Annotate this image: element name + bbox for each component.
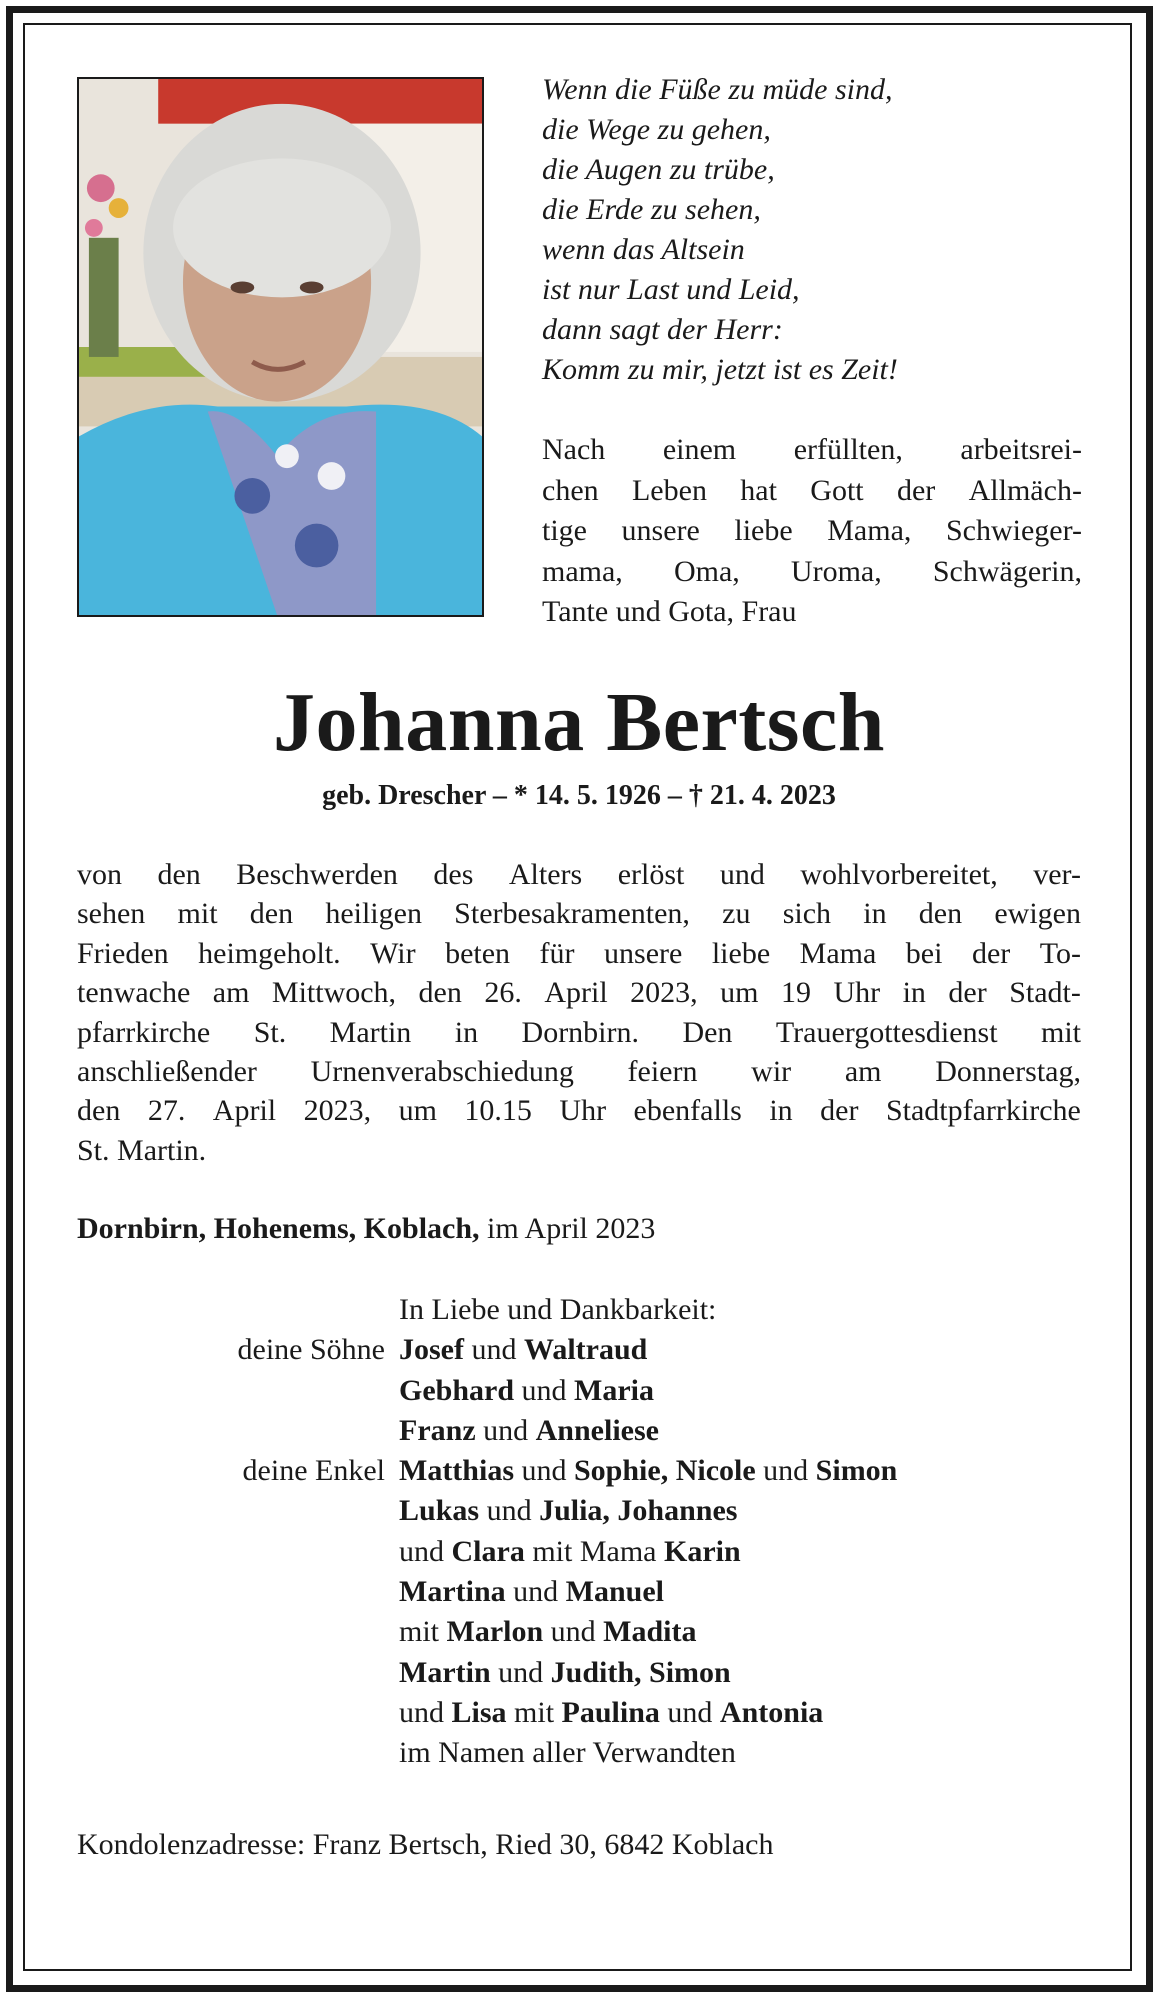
intro-text	[542, 430, 1082, 633]
word: arbeitsrei-	[960, 433, 1082, 466]
word: 27.	[147, 1094, 186, 1128]
word: Martin	[329, 1015, 412, 1049]
portrait-photo	[77, 77, 484, 617]
family-label	[77, 1572, 399, 1612]
paragraph-line	[77, 894, 1081, 933]
word: 26.	[484, 976, 522, 1010]
paragraph-line	[77, 973, 1081, 1012]
word: anschließender	[77, 1055, 257, 1089]
word: wir	[751, 1055, 792, 1089]
word: unsere	[621, 514, 700, 548]
word: sehen	[77, 897, 146, 931]
word: Dornbirn.	[521, 1015, 640, 1049]
intro-line: Tante und Gota, Frau	[542, 595, 797, 629]
connector-text: mit	[399, 1615, 447, 1649]
connector-text: mit Mama	[524, 1534, 664, 1568]
family-name: Martin	[399, 1655, 491, 1689]
family-label	[77, 1532, 399, 1572]
paragraph-line	[77, 1013, 1081, 1052]
word: chen	[542, 473, 599, 507]
connector-text: und	[399, 1695, 452, 1729]
family-line	[399, 1572, 1081, 1612]
family-heading-row	[77, 1290, 1081, 1330]
word: Nach	[542, 433, 606, 466]
family-row	[77, 1491, 1081, 1531]
poem	[542, 70, 1082, 390]
grandchildren-label: deine Enkel	[242, 1454, 385, 1488]
connector-text: und	[490, 1655, 551, 1689]
word: mama,	[542, 554, 623, 588]
intro-line	[542, 511, 1082, 552]
poem-line: ist nur Last und Leid,	[542, 273, 800, 306]
word: der	[896, 473, 936, 507]
connector-text: und	[505, 1575, 566, 1609]
word: mit	[177, 897, 218, 931]
word: Stadt-	[1009, 976, 1081, 1010]
family-row	[77, 1371, 1081, 1411]
family-name: Franz	[399, 1413, 476, 1447]
word: Leben	[631, 473, 707, 507]
family-name: Anneliese	[535, 1413, 659, 1447]
family-label	[77, 1693, 399, 1733]
word: Sterbesakramenten,	[454, 897, 690, 931]
word: Allmäch-	[968, 473, 1082, 507]
family-name: Antonia	[719, 1695, 824, 1729]
family-row	[77, 1612, 1081, 1652]
connector-text: und	[659, 1695, 720, 1729]
paragraph-line	[77, 1091, 1081, 1130]
place-date: im April 2023	[479, 1212, 656, 1245]
word: Mittwoch,	[271, 976, 397, 1010]
poem-line: Wenn die Füße zu müde sind,	[542, 73, 893, 106]
word: unsere	[604, 936, 683, 970]
place-and-date	[77, 1209, 1081, 1249]
word: der	[820, 1094, 859, 1128]
family-name: Sophie, Nicole	[574, 1454, 756, 1488]
paragraph-line	[77, 855, 1081, 894]
connector-text: und	[514, 1454, 574, 1488]
family-row	[77, 1653, 1081, 1693]
family-name: Gebhard	[399, 1373, 515, 1407]
connector-text: und	[475, 1413, 536, 1447]
poem-line: wenn das Altsein	[542, 233, 745, 266]
family-line	[399, 1371, 1081, 1411]
family-line	[399, 1612, 1081, 1652]
intro-line	[542, 552, 1082, 593]
family-line	[399, 1733, 1081, 1773]
word: To-	[1039, 936, 1081, 970]
word: Schwägerin,	[932, 554, 1082, 588]
poem-line: die Wege zu gehen,	[542, 113, 771, 146]
word: Donnerstag,	[935, 1055, 1081, 1089]
poem-line: die Erde zu sehen,	[542, 193, 761, 226]
word: des	[433, 858, 474, 891]
connector-text: und	[463, 1333, 524, 1367]
word: feiern	[627, 1055, 698, 1089]
deceased-name: Johanna Bertsch	[273, 676, 885, 769]
place-names: Dornbirn, Hohenems, Koblach,	[77, 1212, 480, 1245]
word: Uhr	[559, 1094, 607, 1128]
family-row	[77, 1733, 1081, 1773]
condolence-address: Kondolenzadresse: Franz Bertsch, Ried 30, 6842 Koblach	[77, 1828, 774, 1861]
word: Urnenverabschiedung	[310, 1055, 574, 1089]
family-line	[399, 1693, 1081, 1733]
word: wohlvorbereitet,	[800, 858, 998, 891]
word: Mama,	[827, 514, 912, 548]
word: heiligen	[325, 897, 422, 931]
family-name: Maria	[574, 1373, 654, 1407]
word: Den	[682, 1015, 733, 1049]
family-line	[399, 1491, 1081, 1531]
word: ver-	[1033, 858, 1081, 891]
connector-text: und	[514, 1373, 575, 1407]
family-name: Judith, Simon	[550, 1655, 731, 1689]
family-name: Paulina	[561, 1695, 660, 1729]
word: um	[398, 1094, 437, 1128]
word: Beschwerden	[236, 858, 398, 891]
birth-death-dates: geb. Drescher – * 14. 5. 1926 – † 21. 4. 2023	[322, 780, 836, 811]
word: 2023,	[303, 1094, 372, 1128]
word: April	[212, 1094, 277, 1128]
word: der	[971, 936, 1011, 970]
word: zu	[722, 897, 751, 931]
family-row	[77, 1330, 1081, 1370]
family-label	[77, 1653, 399, 1693]
family-name: Josef	[399, 1333, 464, 1367]
word: in	[902, 976, 926, 1010]
connector-text: und	[479, 1494, 540, 1528]
sons-label: deine Söhne	[237, 1333, 385, 1367]
word: liebe	[734, 514, 793, 548]
word: 19	[780, 976, 811, 1010]
word: tenwache	[77, 976, 191, 1010]
word: April	[544, 976, 608, 1010]
word: Alters	[508, 858, 583, 891]
word: Uhr	[833, 976, 881, 1010]
paragraph-line	[77, 1052, 1081, 1091]
word: am	[844, 1055, 882, 1089]
word: erfüllten,	[793, 433, 903, 466]
word: am	[212, 976, 250, 1010]
family-list	[77, 1290, 1081, 1774]
word: heimgeholt.	[198, 936, 341, 970]
word: den	[157, 858, 201, 891]
word: beten	[445, 936, 511, 970]
family-label	[77, 1491, 399, 1531]
family-label	[77, 1733, 399, 1773]
word: Uroma,	[790, 554, 882, 588]
word: in	[769, 1094, 793, 1128]
word: den	[418, 976, 462, 1010]
word: von	[77, 858, 122, 891]
family-row	[77, 1532, 1081, 1572]
family-line	[399, 1411, 1081, 1451]
poem-line: Komm zu mir, jetzt ist es Zeit!	[542, 353, 898, 386]
family-name: Marlon	[446, 1615, 544, 1649]
family-name: Waltraud	[523, 1333, 648, 1367]
paragraph-line: St. Martin.	[77, 1133, 207, 1167]
family-name: Simon	[815, 1454, 898, 1488]
connector-text: im Namen aller Verwandten	[399, 1736, 736, 1770]
word: St.	[253, 1015, 287, 1049]
word: mit	[1040, 1015, 1081, 1049]
word: Frieden	[77, 936, 169, 970]
word: den	[918, 897, 963, 931]
connector-text: und	[399, 1534, 452, 1568]
family-name: Julia, Johannes	[539, 1494, 738, 1528]
family-row	[77, 1693, 1081, 1733]
family-row	[77, 1572, 1081, 1612]
word: bei	[905, 936, 943, 970]
family-line	[399, 1451, 1081, 1491]
family-row	[77, 1451, 1081, 1491]
family-label	[77, 1371, 399, 1411]
word: liebe	[711, 936, 771, 970]
word: sich	[782, 897, 832, 931]
intro-line	[542, 430, 1082, 471]
word: Oma,	[673, 554, 740, 588]
family-row	[77, 1411, 1081, 1451]
word: 2023,	[630, 976, 698, 1010]
word: Gott	[810, 473, 864, 507]
family-label	[77, 1612, 399, 1652]
connector-text: mit	[506, 1695, 562, 1729]
family-label	[77, 1411, 399, 1451]
word: erlöst	[617, 858, 685, 891]
poem-line: dann sagt der Herr:	[542, 313, 783, 346]
family-name: Manuel	[565, 1575, 664, 1609]
word: Trauergottesdienst	[775, 1015, 998, 1049]
family-line	[399, 1532, 1081, 1572]
word: hat	[740, 473, 777, 507]
word: in	[454, 1015, 479, 1049]
word: Mama	[799, 936, 877, 970]
word: den	[249, 897, 294, 931]
word: den	[77, 1094, 121, 1128]
family-name: Lisa	[451, 1695, 507, 1729]
connector-text: und	[755, 1454, 816, 1488]
funeral-announcement	[77, 855, 1081, 1170]
word: tige	[542, 514, 587, 548]
family-label	[77, 1290, 399, 1330]
connector-text: und	[543, 1615, 604, 1649]
word: Schwieger-	[945, 514, 1082, 548]
family-name: Matthias	[399, 1454, 514, 1488]
word: ewigen	[994, 897, 1081, 931]
family-name: Martina	[399, 1575, 506, 1609]
word: einem	[662, 433, 737, 466]
word: um	[720, 976, 759, 1010]
word: für	[539, 936, 575, 970]
family-name: Madita	[603, 1615, 697, 1649]
intro-line	[542, 471, 1082, 512]
family-name: Lukas	[399, 1494, 480, 1528]
family-name: Karin	[663, 1534, 741, 1568]
portrait-image	[79, 79, 482, 615]
word: 10.15	[464, 1094, 532, 1128]
word: Stadtpfarrkirche	[885, 1094, 1081, 1128]
family-name: Clara	[451, 1534, 525, 1568]
word: pfarrkirche	[77, 1015, 211, 1049]
family-line	[399, 1330, 1081, 1370]
word: ebenfalls	[633, 1094, 742, 1128]
word: in	[863, 897, 887, 931]
family-heading: In Liebe und Dankbarkeit:	[399, 1293, 717, 1326]
word: und	[719, 858, 765, 891]
word: Wir	[370, 936, 416, 970]
paragraph-line	[77, 934, 1081, 973]
family-line	[399, 1653, 1081, 1693]
poem-line: die Augen zu trübe,	[542, 153, 775, 186]
word: der	[948, 976, 987, 1010]
